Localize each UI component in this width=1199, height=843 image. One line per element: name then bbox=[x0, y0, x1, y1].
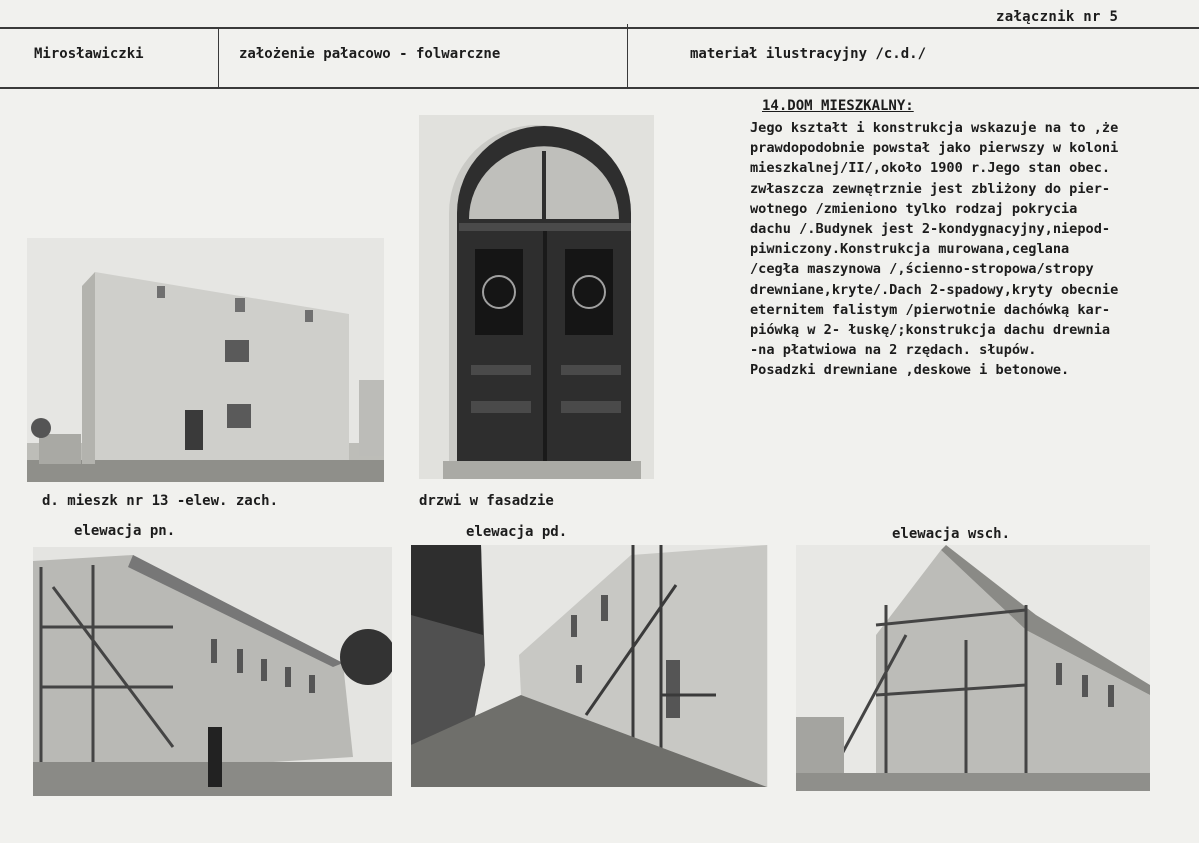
description-line: Jego kształt i konstrukcja wskazuje na to ,że bbox=[750, 120, 1119, 136]
description-line: prawdopodobnie powstał jako pierwszy w koloni bbox=[750, 140, 1119, 157]
header-top-rule bbox=[0, 27, 1199, 29]
photo-door bbox=[419, 115, 654, 479]
description-line: drewniane,kryte/.Dach 2-spadowy,kryty obecnie bbox=[750, 281, 1119, 298]
annex-label: załącznik nr 5 bbox=[996, 9, 1119, 25]
header-bottom-rule bbox=[0, 87, 1199, 89]
photo-east-elevation bbox=[796, 545, 1150, 791]
photo-north-elevation bbox=[33, 547, 392, 796]
photo-house-west bbox=[27, 238, 384, 482]
header-place: Mirosławiczki bbox=[34, 46, 144, 62]
description-line: eternitem falistym /pierwotnie dachówką kar- bbox=[750, 301, 1111, 318]
caption-east: elewacja wsch. bbox=[892, 526, 1011, 542]
description-line: wotnego /zmieniono tylko rodzaj pokrycia bbox=[750, 200, 1078, 217]
caption-door: drzwi w fasadzie bbox=[419, 493, 554, 509]
header-divider-2 bbox=[627, 24, 628, 88]
description-line: piwniczony.Konstrukcja murowana,ceglana bbox=[750, 241, 1070, 258]
caption-south: elewacja pd. bbox=[466, 524, 568, 540]
header-divider-1 bbox=[218, 27, 219, 88]
section-title: 14.DOM MIESZKALNY: bbox=[762, 98, 914, 114]
description-line: mieszkalnej/II/,około 1900 r.Jego stan obec. bbox=[750, 160, 1111, 177]
description-line: /cegła maszynowa /,ścienno-stropowa/stropy bbox=[750, 261, 1094, 278]
header-complex: założenie pałacowo - folwarczne bbox=[239, 46, 501, 62]
description-line: piówką w 2- łuskę/;konstrukcja dachu drewnia bbox=[750, 322, 1111, 339]
description-line: dachu /.Budynek jest 2-kondygnacyjny,niepod- bbox=[750, 221, 1111, 238]
description-line: -na płatwiowa na 2 rzędach. słupów. bbox=[750, 342, 1037, 359]
photo-south-elevation bbox=[411, 545, 768, 787]
header-material: materiał ilustracyjny /c.d./ bbox=[690, 46, 927, 62]
description-line: Posadzki drewniane ,deskowe i betonowe. bbox=[750, 362, 1070, 379]
description-line: zwłaszcza zewnętrznie jest zbliżony do pier- bbox=[750, 180, 1111, 197]
section-description bbox=[750, 118, 1199, 381]
caption-north: elewacja pn. bbox=[74, 523, 176, 539]
caption-house-west: d. mieszk nr 13 -elew. zach. bbox=[42, 493, 279, 509]
